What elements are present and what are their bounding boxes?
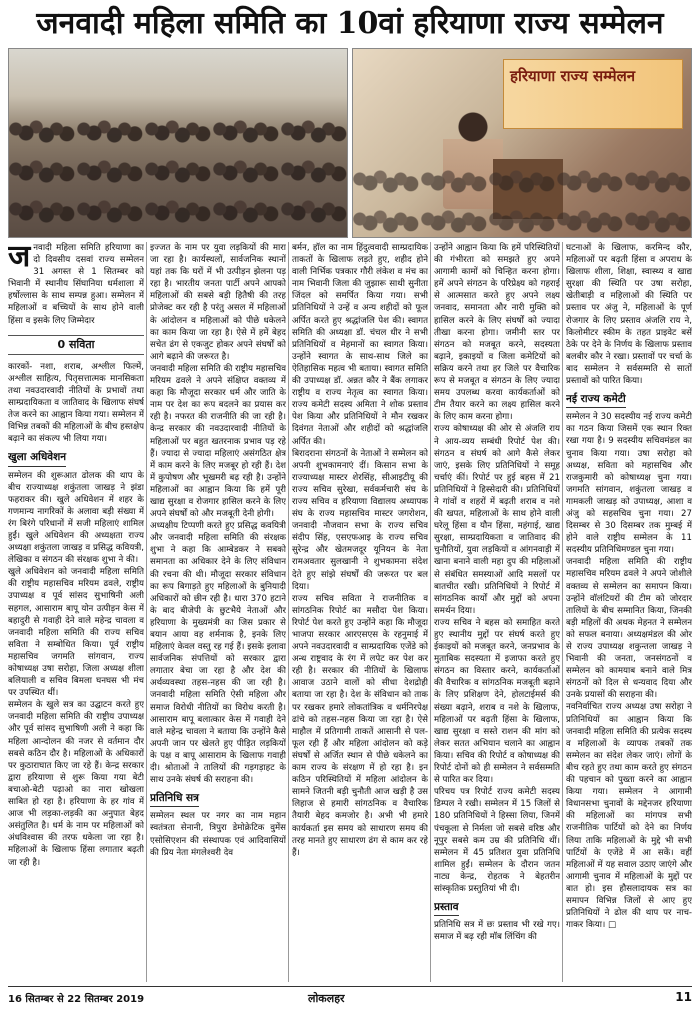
- section-heading: [434, 901, 560, 916]
- intro-text: नवादी महिला समिति हरियाणा का दो दिवसीय दसवां राज्य सम्मेलन 31 अगस्त से 1 सितम्बर को भिवानी में स्थानीय सिंघानिया धर्मशाला में हर्षोल्लास के साथ सम्पन्न हुआ। सम्मेलन में महिलाओं व बच्चियों के साथ होने वाली हिंसा व इसके लिए जिम्मेदार: [8, 243, 144, 326]
- paragraph: प्रतिनिधि सत्र में छः प्रस्ताव भी रखे गए। समाज में बढ़ रही मॉब लिंचिंग की: [434, 920, 560, 943]
- section-heading-text: खुला अधिवेशन: [8, 451, 66, 466]
- stage-speaker-photo: [352, 48, 692, 238]
- stage-attendees-image: [353, 167, 691, 237]
- section-heading-text: नई राज्य कमेटी: [566, 393, 626, 408]
- article-column-3: [292, 242, 428, 982]
- paragraph: [566, 701, 692, 931]
- page-number: 11: [675, 990, 692, 1004]
- paragraph: राज्य सचिव सविता ने राजनीतिक व सांगठनिक रिपोर्ट का मसौदा पेश किया। रिपोर्ट पेश करते हुए उन्होंने कहा कि मौजूदा भाजपा सरकार आरएसएस के रहनुमाई में अपने नवउदारवादी व साम्प्रदायिक एजेंडे को अन्ध राष्ट्रवाद के रंग में लपेट कर पेश कर रही है। सरकार की नीतियों के खिलाफ आवाज उठाने वालों को सीधा देशद्रोही बताया जा रहा है। देश के संविधान को ताक पर रखकर हमारे लोकतांत्रिक व धर्मनिरपेक्ष ढांचे को तहस-नहस किया जा रहा है। ऐसे माहौल में प्रतिगामी ताकतें आसानी से पल-फूल रही हैं और महिला आंदोलन को कड़े संघर्षों से अर्जित स्थान से पीछे धकेलने का काम राज्य के संरक्षण में हो रहा है। इन कठिन परिस्थितियों में महिला आंदोलन के सामने जितनी बड़ी चुनौती आज खड़ी है उस लिहाज से हमारी सांगठनिक व वैचारिक तैयारी बेहद कमजोर है। अभी भी हमारे कार्यकर्ता इस समय को साधारण समय की तरह मानते हुए साधारण ढंग से काम कर रहे हैं।: [292, 593, 428, 858]
- paragraph: इज्जत के नाम पर युवा लड़कियों की मारा जा रहा है। कार्यस्थलों, सार्वजनिक स्थानों यहां तक कि घरों में भी उत्पीड़न झेलना पड़ रहा है। भारतीय जनता पार्टी अपने आपको महिलाओं की सबसे बड़ी हितैषी की तरह प्रोजेक्ट कर रही है परंतु असल में महिलाओं के आंदोलन व महिलाओं को पीछे धकेलने का काम किया जा रहा है। ऐसे में हमें बेहद सचेत ढंग से एकजुट होकर अपने संघर्षों को आगे बढ़ाने की जरूरत है।: [150, 243, 286, 362]
- column-divider: [562, 242, 563, 982]
- paragraph: सम्मेलन स्थल पर नगर का नाम महान स्वतंत्रता सेनानी, त्रिपुरा डेमोक्रेटिक वुमेंस एसोसिएशन की संस्थापक एवं आदिवासियों की प्रिय नेता मंगलेश्वरी देव: [150, 811, 286, 858]
- section-heading: [566, 393, 692, 408]
- issue-date: 16 सितम्बर से 22 सितम्बर 2019: [8, 994, 145, 1005]
- paragraph: राज्य सचिव ने बहस को समाहित करते हुए स्थानीय मुद्दों पर संघर्ष करते हुए ईकाइयों को मजबूत करने, जनप्रभाव के मुताबिक सदस्यता में इजाफा करते हुए संगठन का विस्तार करने, कार्यकर्ताओं की वैचारिक व सांगठनिक मजबूती बढ़ाने के लिए प्रशिक्षण देने, होलटाईमर्स की संख्या बढ़ाने, शराब व नशे के खिलाफ, महिलाओं पर बढ़ती हिंसा के खिलाफ, खाद्य सुरक्षा व सस्ते राशन की मांग को लेकर सतत अभियान चलाने का आह्वान किया। सचिव की रिपोर्ट व कोषाध्यक्ष की रिपोर्ट दोनों को ही सम्मेलन ने सर्वसम्मति से पारित कर दिया।: [434, 617, 560, 786]
- section-heading-text: प्रतिनिधि सत्र: [150, 792, 199, 807]
- conference-crowd-photo: [8, 48, 348, 238]
- article-column-4: [434, 242, 560, 982]
- column-divider: [288, 242, 289, 982]
- drop-cap: ज: [8, 242, 31, 274]
- article-column-5: [566, 242, 692, 982]
- paragraph: सम्मेलन की शुरूआत ढोलक की थाप के बीच राज्याध्यक्ष शकुंतला जाखड़ ने झंडा फहराकर की। खुले अधिवेशन में शहर के गणमान्य नागरिकों के अलावा बड़ी संख्या में रंग बिरंगे परिधानों में सजी महिलाएं शामिल हुईं। खुले अधिवेशन की अध्यक्षता राज्य अध्यक्षा शकुंतला जाखड़ व प्रसिद्ध कवियत्री, लेखिका व संगठन की संरक्षक शुभा ने की।: [8, 470, 144, 566]
- byline: 0 सविता: [8, 335, 144, 355]
- paragraph-text: नवनिर्वाचित राज्य अध्यक्ष उषा सरोहा ने प्रतिनिधियों का आह्वान किया कि जनवादी महिला समिति की प्रत्येक सदस्य व महिलाओं के व्यापक तबकों तक सम्मेलन का संदेश लेकर जाएं। लोगों के बीच रहते हुए तथा काम करते हुए संगठन की पहचान को पुख्ता करने का आह्वान किया गया। सम्मेलन ने आगामी विधानसभा चुनावों के मद्देनजर हरियाणा की महिलाओं का मांगपत्र सभी राजनीतिक पार्टियों को देने का निर्णय लिया ताकि महिलाओं के मुद्दे भी सभी पार्टियों के एजेंडे में आ सकें। वहीं महिलाओं में यह सवाल उठाए जाएंगे और आगामी चुनाव में महिलाओं के मुद्दों पर बात हो। इस हौसलादायक सत्र का समापन विभिन्न जिलों से आए हुए प्रतिनिधियों ने ढोल की थाप पर नाच-गाकर किया।: [566, 702, 692, 931]
- conference-banner: [503, 59, 683, 129]
- paragraph: परिचय पत्र रिपोर्ट राज्य कमेटी सदस्य डिम्पल ने रखी। सम्मेलन में 15 जिलों से 180 प्रतिनिधियों ने हिस्सा लिया, जिनमें पंचकूला से निर्मला जो सबसे वरिष्ठ और नूपुर सबसे कम उम्र की प्रतिनिधि थीं। सम्मेलन में 45 प्रतिशत युवा प्रतिनिधि शामिल हुईं। सम्मेलन के दौरान जतन नाट्य केन्द्र, रोहतक ने बेहतरीन सांस्कृतिक प्रस्तुतियां भी दी।: [434, 787, 560, 894]
- audience-image: [9, 117, 347, 237]
- section-heading: [150, 792, 286, 807]
- intro-paragraph: [8, 242, 144, 327]
- paragraph: बर्मन, हॉल का नाम हिंदुत्ववादी साम्प्रदायिक ताकतों के खिलाफ लड़ते हुए, शहीद होने वाली निर्भिक पत्रकार गौरी लंकेश व मंच का नाम भिवानी जिला की जुझारू साथी सुनीता जिंदल को समर्पित किया गया। सभी प्रतिनिधियों ने उन्हें व अन्य शहीदों को फूल अर्पित करते हुए श्रद्धांजलि पेश की। स्वागत समिति की अध्यक्षा डॉ. चंचल धीर ने सभी प्रतिनिधियों व मेहमानों का स्वागत किया। उन्होंने स्वागत के साथ-साथ जिले का ऐतिहासिक महत्व भी बताया। स्वागत समिति की उपाध्यक्ष डॉ. अन्नत कौर ने बैंक लगाकर राष्ट्रीय व राज्य नेतृत्व का स्वागत किया। राज्य कमेटी सदस्य अमिता ने शोक प्रस्ताव पेश किया और प्रतिनिधियों ने मौन रखकर दिवंगत नेताओं और शहीदों को श्रद्धांजलि अर्पित की।: [292, 243, 428, 447]
- article-column-1: [8, 242, 144, 982]
- column-divider: [146, 242, 147, 982]
- section-heading-text: प्रस्ताव: [434, 901, 459, 916]
- column-divider: [430, 242, 431, 982]
- end-mark: □: [607, 920, 617, 931]
- paragraph: सम्मेलन ने 30 सदस्यीय नई राज्य कमेटी का गठन किया जिसमें एक स्थान रिक्त रखा गया है। 9 सदस्यीय सचिवमंडल का चुनाव किया गया। उषा सरोहा को अध्यक्ष, सविता को महासचिव और राजकुमारी को कोषाध्यक्ष चुना गया। जगमति सांगवान, शकुंतला जाखड़ व गामकली जाखड़ को उपाध्यक्ष, आशा व अंजु को सहसचिव चुना गया। 27 दिसम्बर से 30 दिसम्बर तक मुम्बई में होने वाले राष्ट्रीय सम्मेलन के 11 सदस्यीय प्रतिनिधिमण्डल चुना गया।: [566, 412, 692, 556]
- paragraph: उन्होंने आह्वान किया कि हमें परिस्थितियों की गंभीरता को समझते हुए अपने आगामी कामों को चिन्हित करना होगा। हमें अपने संगठन के परिप्रेक्ष्य को गहराई से आत्मसात करते हुए अपने लक्ष्य जनवाद, समानता और नारी मुक्ति को हासिल करने के लिए संघर्षों को ज्यादा तीखा करना होगा। जमीनी स्तर पर संगठन को मजबूत करने, सदस्यता बढ़ाने, इकाइयों व जिला कमेटियों को सक्रिय करने तथा हर जिले पर वैचारिक रूप से मजबूत व संगठन के लिए ज्यादा समय उपलब्ध करवा कार्यकर्ताओं को टीम तैयार करने का लक्ष्य हासिल करने के लिए काम करना होगा।: [434, 243, 560, 423]
- banner-text: हरियाणा राज्य सम्मेलन: [510, 67, 636, 85]
- paragraph: जनवादी महिला समिति की राष्ट्रीय महासचिव मरियम ढवले ने अपने जोशीले वक्तव्य से सम्मेलन का समापन किया। उन्होंने वॉलंटियरों की टीम को जोरदार तालियों के बीच सम्मानित किया, जिनकी बड़ी महिलों की अथक मेहनत ने सम्मेलन को सफल बनाया। अध्यक्षमंडल की ओर से राज्य उपाध्यक्ष शकुन्तला जाखड़ ने भिवानी की जनता, जनसंगठनों व सम्मेलन को कामयाब बनाने वाले मित्र संगठनों को दिल से धन्यवाद दिया और उनके प्रयासों की सराहना की।: [566, 557, 692, 701]
- page-footer: [8, 986, 692, 1006]
- paragraph: खुले अधिवेशन को जनवादी महिला समिति की राष्ट्रीय महासचिव मरियम ढवले, राष्ट्रीय उपाध्यक्ष व पूर्व सांसद सुभाषिनी अली सहगल, आसाराम बापू योन उत्पीड़न केस में बहादुरी से गवाही देने वाले महेन्द्र चावला व जनवादी महिला समिति की राज्य सचिव सविता ने सम्बोधित किया। पूर्व राष्ट्रीय महासचिव जगमति सांगवान, राज्य कोषाध्यक्ष उषा सरोहा, जिला अध्यक्ष शीला बलियाली व सचिव बिमला घनघस भी मंच पर उपस्थित थीं।: [8, 567, 144, 699]
- publication-name: लोकलहर: [308, 992, 345, 1005]
- paragraph: जनवादी महिला समिति की राष्ट्रीय महासचिव मरियम ढवले ने अपने संक्षिप्त वक्तव्य में कहा कि मौजूदा सरकार धर्म और जाति के नाम पर देश का रूप बदलने का प्रयास कर रही है। नफरत की राजनीति की जा रही है। केन्द्र सरकार की नवउदारवादी नीतियों के महिलाओं पर बहुत खतरनाक प्रभाव पड़ रहे हैं। ज्यादा से ज्यादा महिलाएं असंगठित क्षेत्र में काम करने के लिए मजबूर हो रही हैं। देश में कुपोषण और भूखमरी बढ़ रही है। उन्होंने महिलाओं का आह्वान किया कि हमें पूरी खाद्य सुरक्षा व रोजगार हासिल करने के लिए अपने संघर्षों को और मजबूती देनी होगी।: [150, 363, 286, 520]
- paragraph: सम्मेलन के खुले सत्र का उद्घाटन करते हुए जनवादी महिला समिति की राष्ट्रीय उपाध्यक्ष और पूर्व सांसद सुभाषिणी अली ने कहा कि महिला आन्दोलन की नजर से वर्तमान दौर सबसे कठिन दौर है। महिलाओं के अधिकारों पर कुठाराघात किए जा रहे हैं। केन्द्र सरकार द्वारा हरियाणा से शुरू किया गया बेटी बचाओ-बेटी पढ़ाओ का नारा खोखला साबित हो रहा है। हरियाणा के हर गांव में आज भी लड़का-लड़की का अनुपात बेहद असंतुलित है। धर्म के नाम पर महिलाओं को अंधविश्वास की तरफ धकेला जा रहा है। महिलाओं के खिलाफ हिंसा लगातार बढ़ती जा रही है।: [8, 700, 144, 868]
- paragraph: घटनाओं के खिलाफ, करमिन्द कौर, महिलाओं पर बढ़ती हिंसा व अपराध के खिलाफ शीला, शिक्षा, स्वास्थ्य व खाद्य सुरक्षा की स्थिति पर उषा सरोहा, खेतीबाड़ी व महिलाओं की स्थिति पर प्रस्ताव पर अंजु ने, महिलाओं के पूर्ण रोजगार के लिए प्रस्ताव अंजलि राय ने, किलोमीटर स्कीम के तहत प्राइवेट बसें ठेके पर देने के निर्णय के खिलाफ प्रस्ताव बलबीर कौर ने रखा। प्रस्तावों पर चर्चा के बाद सम्मेलन ने सर्वसम्मति से सातों प्रस्तावों को पारित किया।: [566, 243, 692, 387]
- section-heading: [8, 451, 144, 466]
- headline: जनवादी महिला समिति का 10वां हरियाणा राज्य सम्मेलन: [36, 6, 664, 41]
- paragraph: बिरादराना संगठनों के नेताओं ने सम्मेलन को अपनी शुभकामनाएं दीं। किसान सभा के राज्याध्यक्ष मास्टर शेरसिंह, सीआइटीयू की राज्य सचिव सुरेखा, सर्वकर्मचारी संघ के राज्य सचिव व हरियाणा विद्यालय अध्यापक संघ के राज्य महासचिव मास्टर जगरोशन, जनवादी नौजवान सभा के राज्य सचिव संदीप सिंह, एसएफआइ के राज्य सचिव सुरेन्द्र और खेतमजदूर यूनियन के नेता रामअवतार सुलखानी ने शुभकामना संदेश देते हुए सांझे संघर्षों की जरूरत पर बल दिया।: [292, 448, 428, 592]
- article-column-2: [150, 242, 286, 982]
- paragraph: अध्यक्षीय टिप्पणी करते हुए प्रसिद्ध कवयित्री और जनवादी महिला समिति की संरक्षक शुभा ने कहा कि आम्बेडकर ने सबको समानता का अधिकार देने के लिए संविधान की रचना की थी। मौजूदा सरकार संविधान का रूप बिगाड़ते हुए महिलाओं के बुनियादी अधिकारों को छीन रही है। धारा 370 हटाने के बाद बीजेपी के छुटभैये नेताओं और हरियाणा के मुख्यमंत्री का जिस प्रकार से बयान आया वह शर्मनाक है, इनके लिए महिलाएं केवल वस्तु रह गई हैं। इसके इलावा सार्वजनिक संपत्तियों को सरकार द्वारा लगातार बेचा जा रहा है और देश की अर्थव्यवस्था तहस-नहस की जा रही है। जनवादी महिला समिति ऐसी महिला और समाज विरोधी नीतियों का विरोध करती है। आसाराम बापू बलात्कार केस में गवाही देने वाले महेन्द्र चावला ने बताया कि उन्होंने कैसे अपनी जान पर खेलते हुए पीड़ित लड़कियों के पक्ष व बापू आसाराम के खिलाफ गवाही दी। श्रोताओं ने तालियों की गड़गड़ाहट के साथ उनके संघर्ष की सराहना की।: [150, 521, 286, 786]
- paragraph: कारकों- नशा, शराब, अश्लील फिल्में, अश्लील साहित्य, पितृसत्तात्मक मानसिकता तथा नवउदारवादी नीतियों के प्रभावों तथा साम्प्रदायिकता व जातिवाद के खिलाफ संघर्ष तेज करने का आह्वान किया गया। सम्मेलन में विभिन्न तबकों की महिलाओं के बीच हस्तक्षेप बढ़ाने का संकल्प भी लिया गया।: [8, 361, 144, 445]
- paragraph: राज्य कोषाध्यक्ष की ओर से अंजलि राय ने आय-व्यय सम्बंधी रिपोर्ट पेश की। संगठन व संघर्ष को आगे कैसे लेकर जाएं, इसके लिए प्रतिनिधियों ने समूह चर्चाएं कीं। रिपोर्ट पर हुई बहस में 21 प्रतिनिधियों ने हिस्सेदारी की। प्रतिनिधियों ने गांवों व शहरों में बढ़ती शराब व नशे की खपत, महिलाओं के साथ होने वाली घरेलू हिंसा व यौन हिंसा, महंगाई, खाद्य सुरक्षा, साम्प्रदायिकता व जातिवाद की चुनौतियों, युवा लड़कियों व आंगनवाड़ी में खाना बनाने वाली महा दुप की महिलाओं से संबंधित समस्याओं आदि मसलों पर बातचीत रखी। प्रतिनिधियों ने रिपोर्ट में सांगठनिक कार्यों और मुद्दों को अपना समर्थन दिया।: [434, 424, 560, 616]
